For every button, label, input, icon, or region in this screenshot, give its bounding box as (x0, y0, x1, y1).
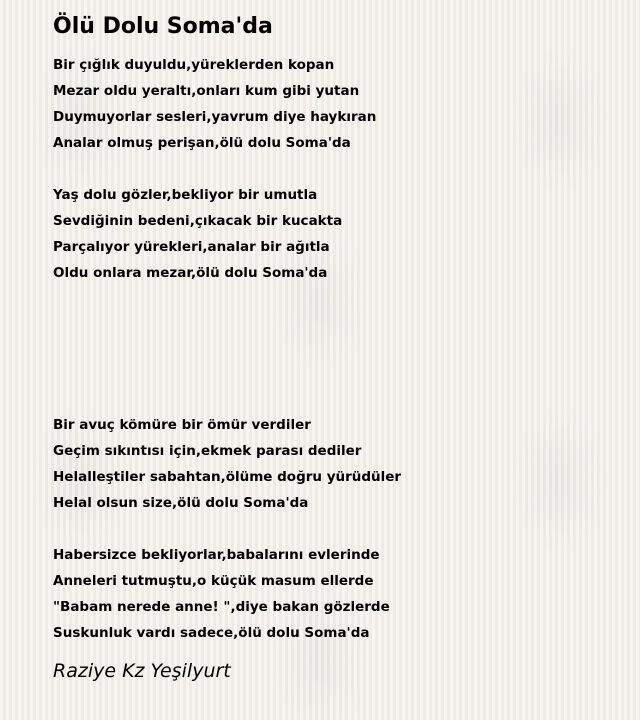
poem-line: Suskunluk vardı sadece,ölü dolu Soma'da (53, 625, 370, 641)
poem-container (53, 12, 623, 685)
poem-line: Helalleştiler sabahtan,ölüme doğru yürüdüler (53, 469, 402, 485)
poem-line: Anneleri tutmuştu,o küçük masum ellerde (53, 573, 374, 589)
poem-title: Ölü Dolu Soma'da (53, 14, 273, 39)
poem-line: Parçalıyor yürekleri,analar bir ağıtla (53, 239, 330, 255)
stanza-spacer (53, 286, 623, 412)
stanza-2 (53, 182, 623, 286)
poem-line: Bir çığlık duyuldu,yüreklerden kopan (53, 57, 335, 73)
stanza-spacer (53, 156, 623, 182)
poem-line: Duymuyorlar sesleri,yavrum diye haykıran (53, 109, 377, 125)
poem-line: Yaş dolu gözler,bekliyor bir umutla (53, 187, 318, 203)
poem-line: Analar olmuş perişan,ölü dolu Soma'da (53, 135, 351, 151)
poem-line: Habersizce bekliyorlar,babalarını evlerinde (53, 547, 380, 563)
poem-line: Helal olsun size,ölü dolu Soma'da (53, 495, 309, 511)
stanza-spacer (53, 516, 623, 542)
poem-author: Raziye Kz Yeşilyurt (53, 660, 231, 682)
poem-line: Sevdiğinin bedeni,çıkacak bir kucakta (53, 213, 343, 229)
poem-line: Oldu onlara mezar,ölü dolu Soma'da (53, 265, 328, 281)
stanza-1 (53, 52, 623, 156)
poem-line: "Babam nerede anne! ",diye bakan gözlerde (53, 599, 390, 615)
poem-line: Mezar oldu yeraltı,onları kum gibi yutan (53, 83, 360, 99)
poem-line: Geçim sıkıntısı için,ekmek parası dediler (53, 443, 362, 459)
stanza-3 (53, 412, 623, 516)
poem-line: Bir avuç kömüre bir ömür verdiler (53, 417, 311, 433)
stanza-4 (53, 542, 623, 646)
